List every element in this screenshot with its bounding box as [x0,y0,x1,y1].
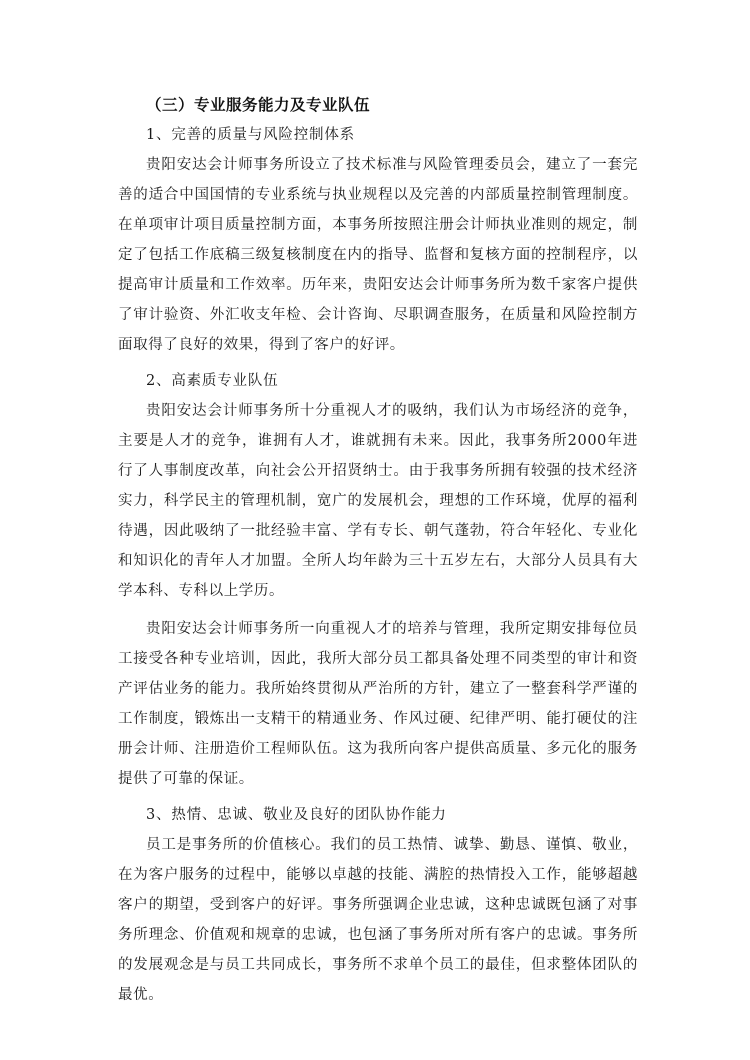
subheading-professional-team: 2、高素质专业队伍 [146,373,279,389]
paragraph-quality-control: 贵阳安达会计师事务所设立了技术标准与风险管理委员会，建立了一套完善的适合中国国情的专业系统与执业规程以及完善的内部质量控制管理制度。在单项审计项目质量控制方面，本事务所按照注册会计师执业准则的规定，制定了包括工作底稿三级复核制度在内的指导、监督和复核方面的控制程序，以提高审计质量和工作效率。历年来，贵阳安达会计师事务所为数千家客户提供了审计验资、外汇收支年检、会计咨询、尽职调查服务，在质量和风险控制方面取得了良好的效果，得到了客户的好评。 [118,157,638,353]
subheading-team-spirit: 3、热情、忠诚、敬业及良好的团队协作能力 [146,807,447,823]
paragraph-talent-training: 贵阳安达会计师事务所一向重视人才的培养与管理，我所定期安排每位员工接受各种专业培训，因此，我所大部分员工都具备处理不同类型的审计和资产评估业务的能力。我所始终贯彻从严治所的方针，建立了一整套科学严谨的工作制度，锻炼出一支精干的精通业务、作风过硬、纪律严明、能打硬仗的注册会计师、注册造价工程师队伍。这为我所向客户提供高质量、多元化的服务提供了可靠的保证。 [118,621,638,787]
subheading-quality-control: 1、完善的质量与风险控制体系 [146,127,355,143]
paragraph-talent-recruitment: 贵阳安达会计师事务所十分重视人才的吸纳，我们认为市场经济的竞争，主要是人才的竞争，谁拥有人才，谁就拥有未来。因此，我事务所2000年进行了人事制度改革，向社会公开招贤纳士。由于我事务所拥有较强的技术经济实力，科学民主的管理机制，宽广的发展机会，理想的工作环境，优厚的福利待遇，因此吸纳了一批经验丰富、学有专长、朝气蓬勃，符合年轻化、专业化和知识化的青年人才加盟。全所人均年龄为三十五岁左右，大部分人员具有大学本科、专科以上学历。 [118,403,638,599]
section-heading: （三）专业服务能力及专业队伍 [146,95,371,114]
document-body [118,90,638,1018]
paragraph-team-spirit: 员工是事务所的价值核心。我们的员工热情、诚挚、勤恳、谨慎、敬业，在为客户服务的过程中，能够以卓越的技能、满腔的热情投入工作，能够超越客户的期望，受到客户的好评。事务所强调企业忠诚，这种忠诚既包涵了对事务所理念、价值观和规章的忠诚，也包涵了事务所对所有客户的忠诚。事务所的发展观念是与员工共同成长，事务所不求单个员工的最佳，但求整体团队的最优。 [118,837,638,1003]
